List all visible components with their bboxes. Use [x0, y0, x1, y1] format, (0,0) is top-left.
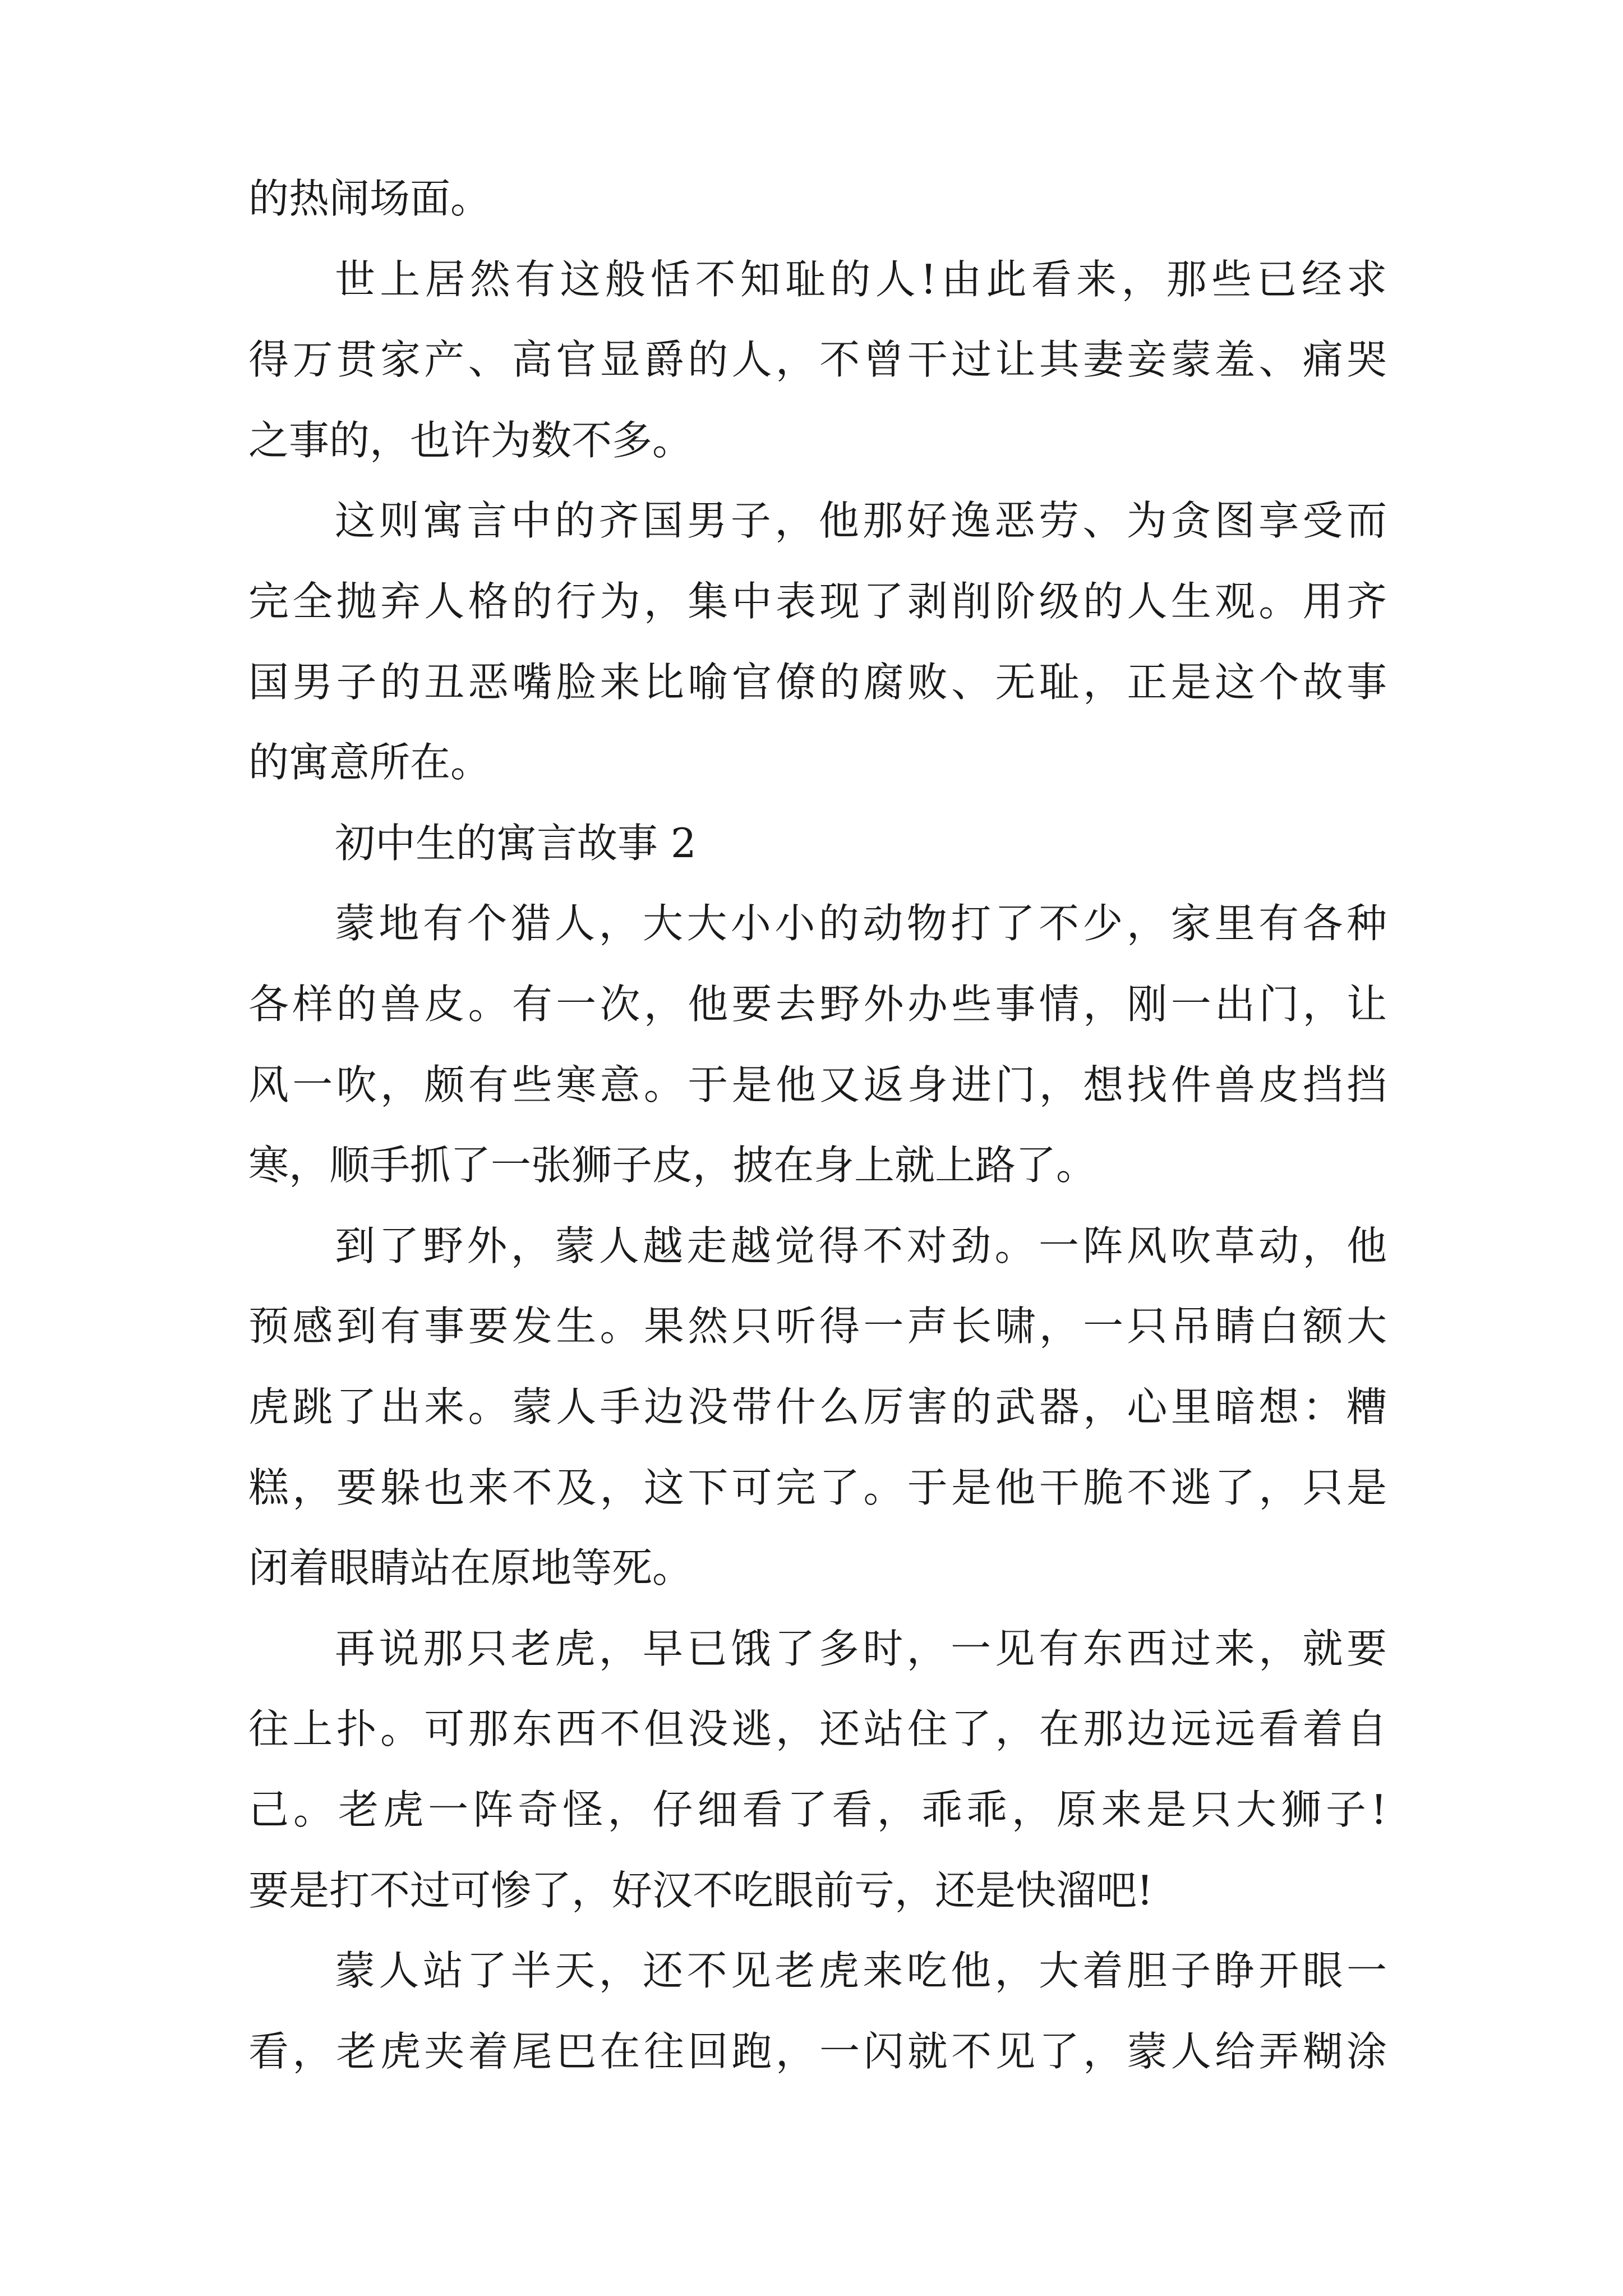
text-line: 得万贯家产、高官显爵的人，不曾干过让其妻妾蒙羞、痛哭: [248, 336, 1387, 383]
text-line: 各样的兽皮。有一次，他要去野外办些事情，刚一出门，让: [248, 981, 1387, 1028]
paragraph-first-line: 蒙人站了半天，还不见老虎来吃他，大着胆子睁开眼一: [335, 1947, 1387, 1994]
section-heading: 初中生的寓言故事 2: [335, 820, 697, 867]
text-line: 之事的，也许为数不多。: [248, 417, 693, 464]
text-line: 要是打不过可惨了，好汉不吃眼前亏，还是快溜吧!: [248, 1867, 1153, 1914]
paragraph-first-line: 这则寓言中的齐国男子，他那好逸恶劳、为贪图享受而: [335, 497, 1387, 544]
text-line: 闭着眼睛站在原地等死。: [248, 1544, 693, 1591]
text-line: 己。老虎一阵奇怪，仔细看了看，乖乖，原来是只大狮子!: [248, 1786, 1387, 1833]
text-line: 完全抛弃人格的行为，集中表现了剥削阶级的人生观。用齐: [248, 578, 1387, 625]
paragraph-first-line: 再说那只老虎，早已饿了多时，一见有东西过来，就要: [335, 1625, 1387, 1672]
text-line: 寒，顺手抓了一张狮子皮，披在身上就上路了。: [248, 1142, 1097, 1189]
paragraph-first-line: 蒙地有个猎人，大大小小的动物打了不少，家里有各种: [335, 900, 1387, 947]
text-line: 预感到有事要发生。果然只听得一声长啸，一只吊睛白额大: [248, 1303, 1387, 1350]
text-line: 的寓意所在。: [248, 739, 491, 786]
text-line: 往上扑。可那东西不但没逃，还站住了，在那边远远看着自: [248, 1705, 1387, 1752]
paragraph-first-line: 到了野外，蒙人越走越觉得不对劲。一阵风吹草动，他: [335, 1222, 1387, 1269]
text-line: 的热闹场面。: [248, 175, 491, 222]
text-line: 风一吹，颇有些寒意。于是他又返身进门，想找件兽皮挡挡: [248, 1061, 1387, 1108]
text-line: 国男子的丑恶嘴脸来比喻官僚的腐败、无耻，正是这个故事: [248, 659, 1387, 706]
text-line: 糕，要躲也来不及，这下可完了。于是他干脆不逃了，只是: [248, 1464, 1387, 1511]
text-line: 虎跳了出来。蒙人手边没带什么厉害的武器，心里暗想：糟: [248, 1383, 1387, 1430]
text-line: 看，老虎夹着尾巴在往回跑，一闪就不见了，蒙人给弄糊涂: [248, 2028, 1387, 2075]
paragraph-first-line: 世上居然有这般恬不知耻的人!由此看来，那些已经求: [335, 256, 1387, 303]
